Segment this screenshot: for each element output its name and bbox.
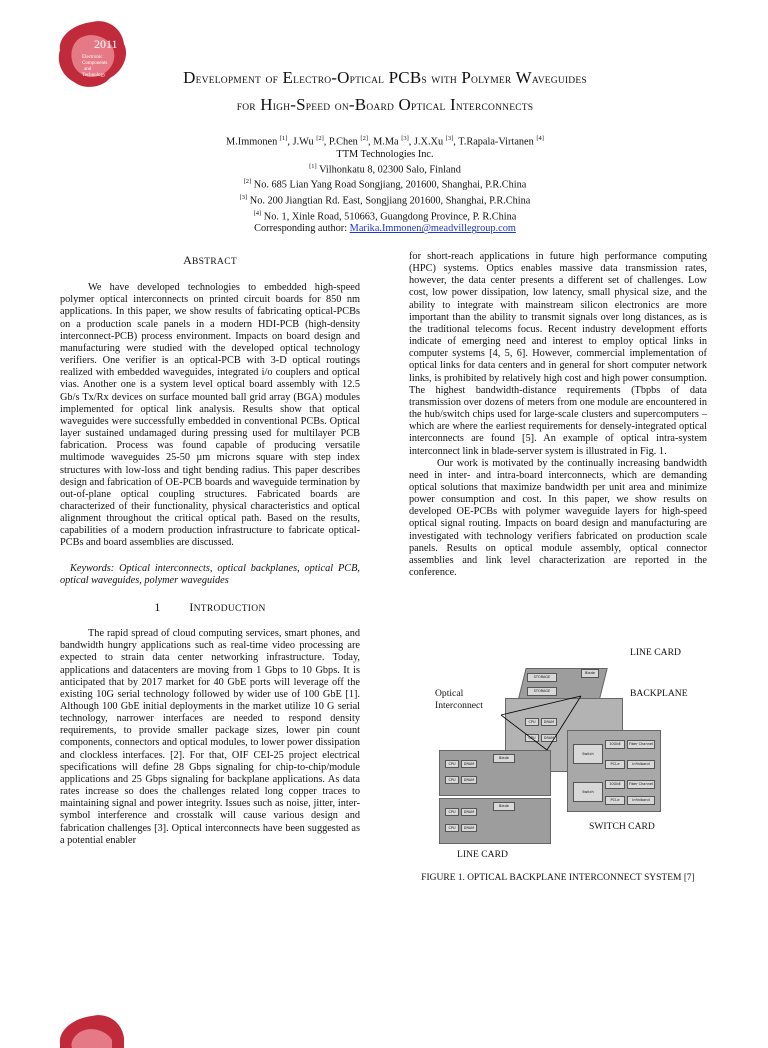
author-company: TTM Technologies Inc.	[336, 148, 434, 160]
chip-fiber-2: Fiber Channel	[627, 780, 655, 789]
conference-logo-bottom	[52, 1008, 132, 1048]
intro-title: INTRODUCTION	[189, 599, 266, 614]
logo-year: 2011	[94, 37, 118, 51]
chip-cpu-bp-2: CPU	[525, 734, 539, 742]
chip-switch-2: Switch	[573, 782, 603, 802]
logo-caption-2: Components	[82, 61, 108, 66]
chip-cpu-3: CPU	[445, 808, 459, 816]
affiliation-4: [4] No. 1, Xinle Road, 510663, Guangdong Province, P. R.China	[253, 209, 517, 223]
chip-dram-bp-1: DRAM	[541, 718, 557, 726]
chip-dram-bp-2: DRAM	[541, 734, 557, 742]
chip-cpu-2: CPU	[445, 776, 459, 784]
chip-dram-1: DRAM	[461, 760, 477, 768]
figure-caption: FIGURE 1. OPTICAL BACKPLANE INTERCONNECT SYSTEM [7]	[421, 873, 695, 883]
label-interconnect: Interconnect	[435, 700, 483, 711]
chip-switch-1: Switch	[573, 744, 603, 764]
label-switch-card: SWITCH CARD	[589, 821, 655, 832]
figure-1	[409, 640, 707, 866]
affiliation-1: [1] Vilhonkatu 8, 02300 Salo, Finland	[309, 162, 461, 176]
right-column	[409, 251, 707, 579]
title-line-1: DEVELOPMENT OF ELECTRO-OPTICAL PCBS WITH POLYMER WAVEGUIDES	[183, 68, 587, 87]
chip-blade-2: Blade	[493, 754, 515, 763]
intro-heading	[60, 601, 360, 615]
chip-infiniband-2: Infiniband	[627, 796, 655, 805]
chip-cpu-1: CPU	[445, 760, 459, 768]
chip-cpu-4: CPU	[445, 824, 459, 832]
right-para-2: Our work is motivated by the continually increasing bandwidth need in inter- and intra-board interconnects, which are demanding optical solutions that maximize bandwidth per unit area and minimize power consumption and cost. In this paper, we show results on developed OE-PCBs with polymer waveguide layers for high-speed optical signal routing. Impacts on board design and manufacturing are investigated with technology verifiers fabricated on production scale panels. Results on optical module assembly, optical connector assemblies and link level characterization are reported in the conference.	[409, 457, 707, 579]
label-backplane: BACKPLANE	[630, 688, 688, 699]
title-line-2: FOR HIGH-SPEED ON-BOARD OPTICAL INTERCONNECTS	[236, 95, 534, 114]
keywords: Keywords: Optical interconnects, optical backplanes, optical PCB, optical waveguides, polymer waveguides	[60, 562, 360, 586]
abstract-body: We have developed technologies to embedded high-speed polymer optical interconnects on printed circuit boards for 850 nm applications. In this paper, we show results of fabricating optical-PCBs on a production scale panels in a modern HDI-PCB (high-density interconnect-PCB) process environment. Impacts on board design and manufacturing were studied with the developed optical technology verifiers. One verifier is an optical-PCB with 3-D optical routings realized with embedded waveguides, integrated i/o couplers and optical vias. Another one is a system level optical board assembly with 12.5 Gb/s Tx/Rx devices on surface mounted ball grid array (BGA) modules implemented for optical link analysis. Results show that optical waveguides were successfully embedded in conventional PCBs. Optical layer sustained undamaged during pressing used for multilayer PCB fabrication. Process was found capable of producing versatile multimode waveguides 25-50 µm microns square with step index structures with low-loss and tight bending radius. This paper describes design and fabrication of OE-PCB boards and waveguide termination by out-of-plane optical coupling structures. Fabricated boards are characterized of their functionality, physical characteristics and optical alignment throughout the critical optical path. Based on the results, capabilities of a modern production infrastructure to fabricate optical-PCBs and board assemblies are discussed.	[60, 282, 360, 549]
chip-pcie-2: PCI-e	[605, 796, 625, 805]
paper-title	[60, 66, 710, 120]
corresponding-label: Corresponding author:	[254, 223, 348, 235]
author-block	[150, 133, 620, 236]
label-line-card-bottom: LINE CARD	[457, 849, 508, 860]
chip-blade-1: Blade	[581, 669, 599, 678]
author-names: M.Immonen [1], J.Wu [2], P.Chen [2], M.Ma [3], J.X.Xu [3], T.Rapala-Virtanen [4]	[226, 135, 544, 148]
right-para-1: for short-reach applications in future high performance computing (HPC) systems. Optics enables massive data transmission rates, however, the data center presents a different set of challenges. Low cost, low power dissipation, low latency, small physical size, and the ability to integrate with mainstream silicon electronics are more important than the ability to transmit signals over long distances, as is the traditional telecoms focus. Recent industry development efforts indicate of emerging need and interest to employ optical links in computer systems [4, 5, 6]. However, commercial implementation of optical links for data centers and in general for short computer network links, is prohibited by relatively high cost and high power consumption. The highest bandwidth-distance requirements (Tbpbs of data transmission over dozens of meters from one module are encountered in the hub/switch chips used for large-scale clusters and supercomputers – which are where the earliest requirements for densely-integrated optical interconnects are found [5]. An example of optical intra-system interconnect link in blade-server system is illustrated in Fig. 1.	[409, 251, 707, 457]
chip-fiber-1: Fiber Channel	[627, 740, 655, 749]
chip-dram-4: DRAM	[461, 824, 477, 832]
affiliation-3: [3] No. 200 Jiangtian Rd. East, Songjiang 201600, Shanghai, P.R.China	[239, 194, 531, 207]
chip-dram-2: DRAM	[461, 776, 477, 784]
chip-blade-3: Blade	[493, 802, 515, 811]
intro-body: The rapid spread of cloud computing services, smart phones, and bandwidth hungry applications such as real-time video processing are expected to strain data center networking infrastructure. Today, applications and datacenters are moving from 1 Gbps to 10 Gbps. It is anticipated that by 2017 market for 40 GbE ports will leverage off the existing 10G serial technology followed by wider use of 100 GbE [1]. Although 100 GbE initial deployments in the market utilize 10 G serial technology, narrower interfaces are needed to respond density requirements, to provide smaller package sizes, lower pin count components, connectors and optical modules, to lower power dissipation and clockless interfaces. [2]. For that, OIF CEI-25 project electrical specifications will define 28 Gbps signaling for chip-to-chip/module applications and 25 Gbps signaling for backplane applications. As data rates increase so does the challenges related long copper traces to maintaining signal and power integrity. Issues such as noise, jitter, inter-symbol interference and crosstalk will cause various design and fabrication challenges [3]. Optical interconnects have been suggested as a potential enabler	[60, 628, 360, 846]
optical-interconnect-pointer	[409, 640, 707, 866]
chip-dram-3: DRAM	[461, 808, 477, 816]
corresponding-author	[150, 223, 620, 235]
corresponding-email-link[interactable]: Marika.Immonen@meadvillegroup.com	[349, 223, 516, 235]
chip-cpu-bp-1: CPU	[525, 718, 539, 726]
chip-pcie-1: PCI-e	[605, 760, 625, 769]
chip-storage-2: STORAGE	[527, 687, 557, 696]
left-column	[60, 254, 360, 847]
intro-number: 1	[154, 599, 161, 614]
label-line-card-top: LINE CARD	[630, 647, 681, 658]
abstract-heading: ABSTRACT	[183, 253, 237, 267]
chip-storage-1: STORAGE	[527, 673, 557, 682]
logo-caption-1: Electronic	[82, 55, 103, 60]
affiliation-2: [2] No. 685 Lian Yang Road Songjiang, 201600, Shanghai, P.R.China	[243, 178, 527, 191]
chip-gbe-1: 10GbE	[605, 740, 625, 749]
logo-caption-4: Technology	[82, 73, 106, 78]
chip-infiniband-1: Infiniband	[627, 760, 655, 769]
logo-caption-3: and	[84, 67, 92, 72]
label-optical: Optical	[435, 688, 464, 699]
chip-gbe-2: 10GbE	[605, 780, 625, 789]
